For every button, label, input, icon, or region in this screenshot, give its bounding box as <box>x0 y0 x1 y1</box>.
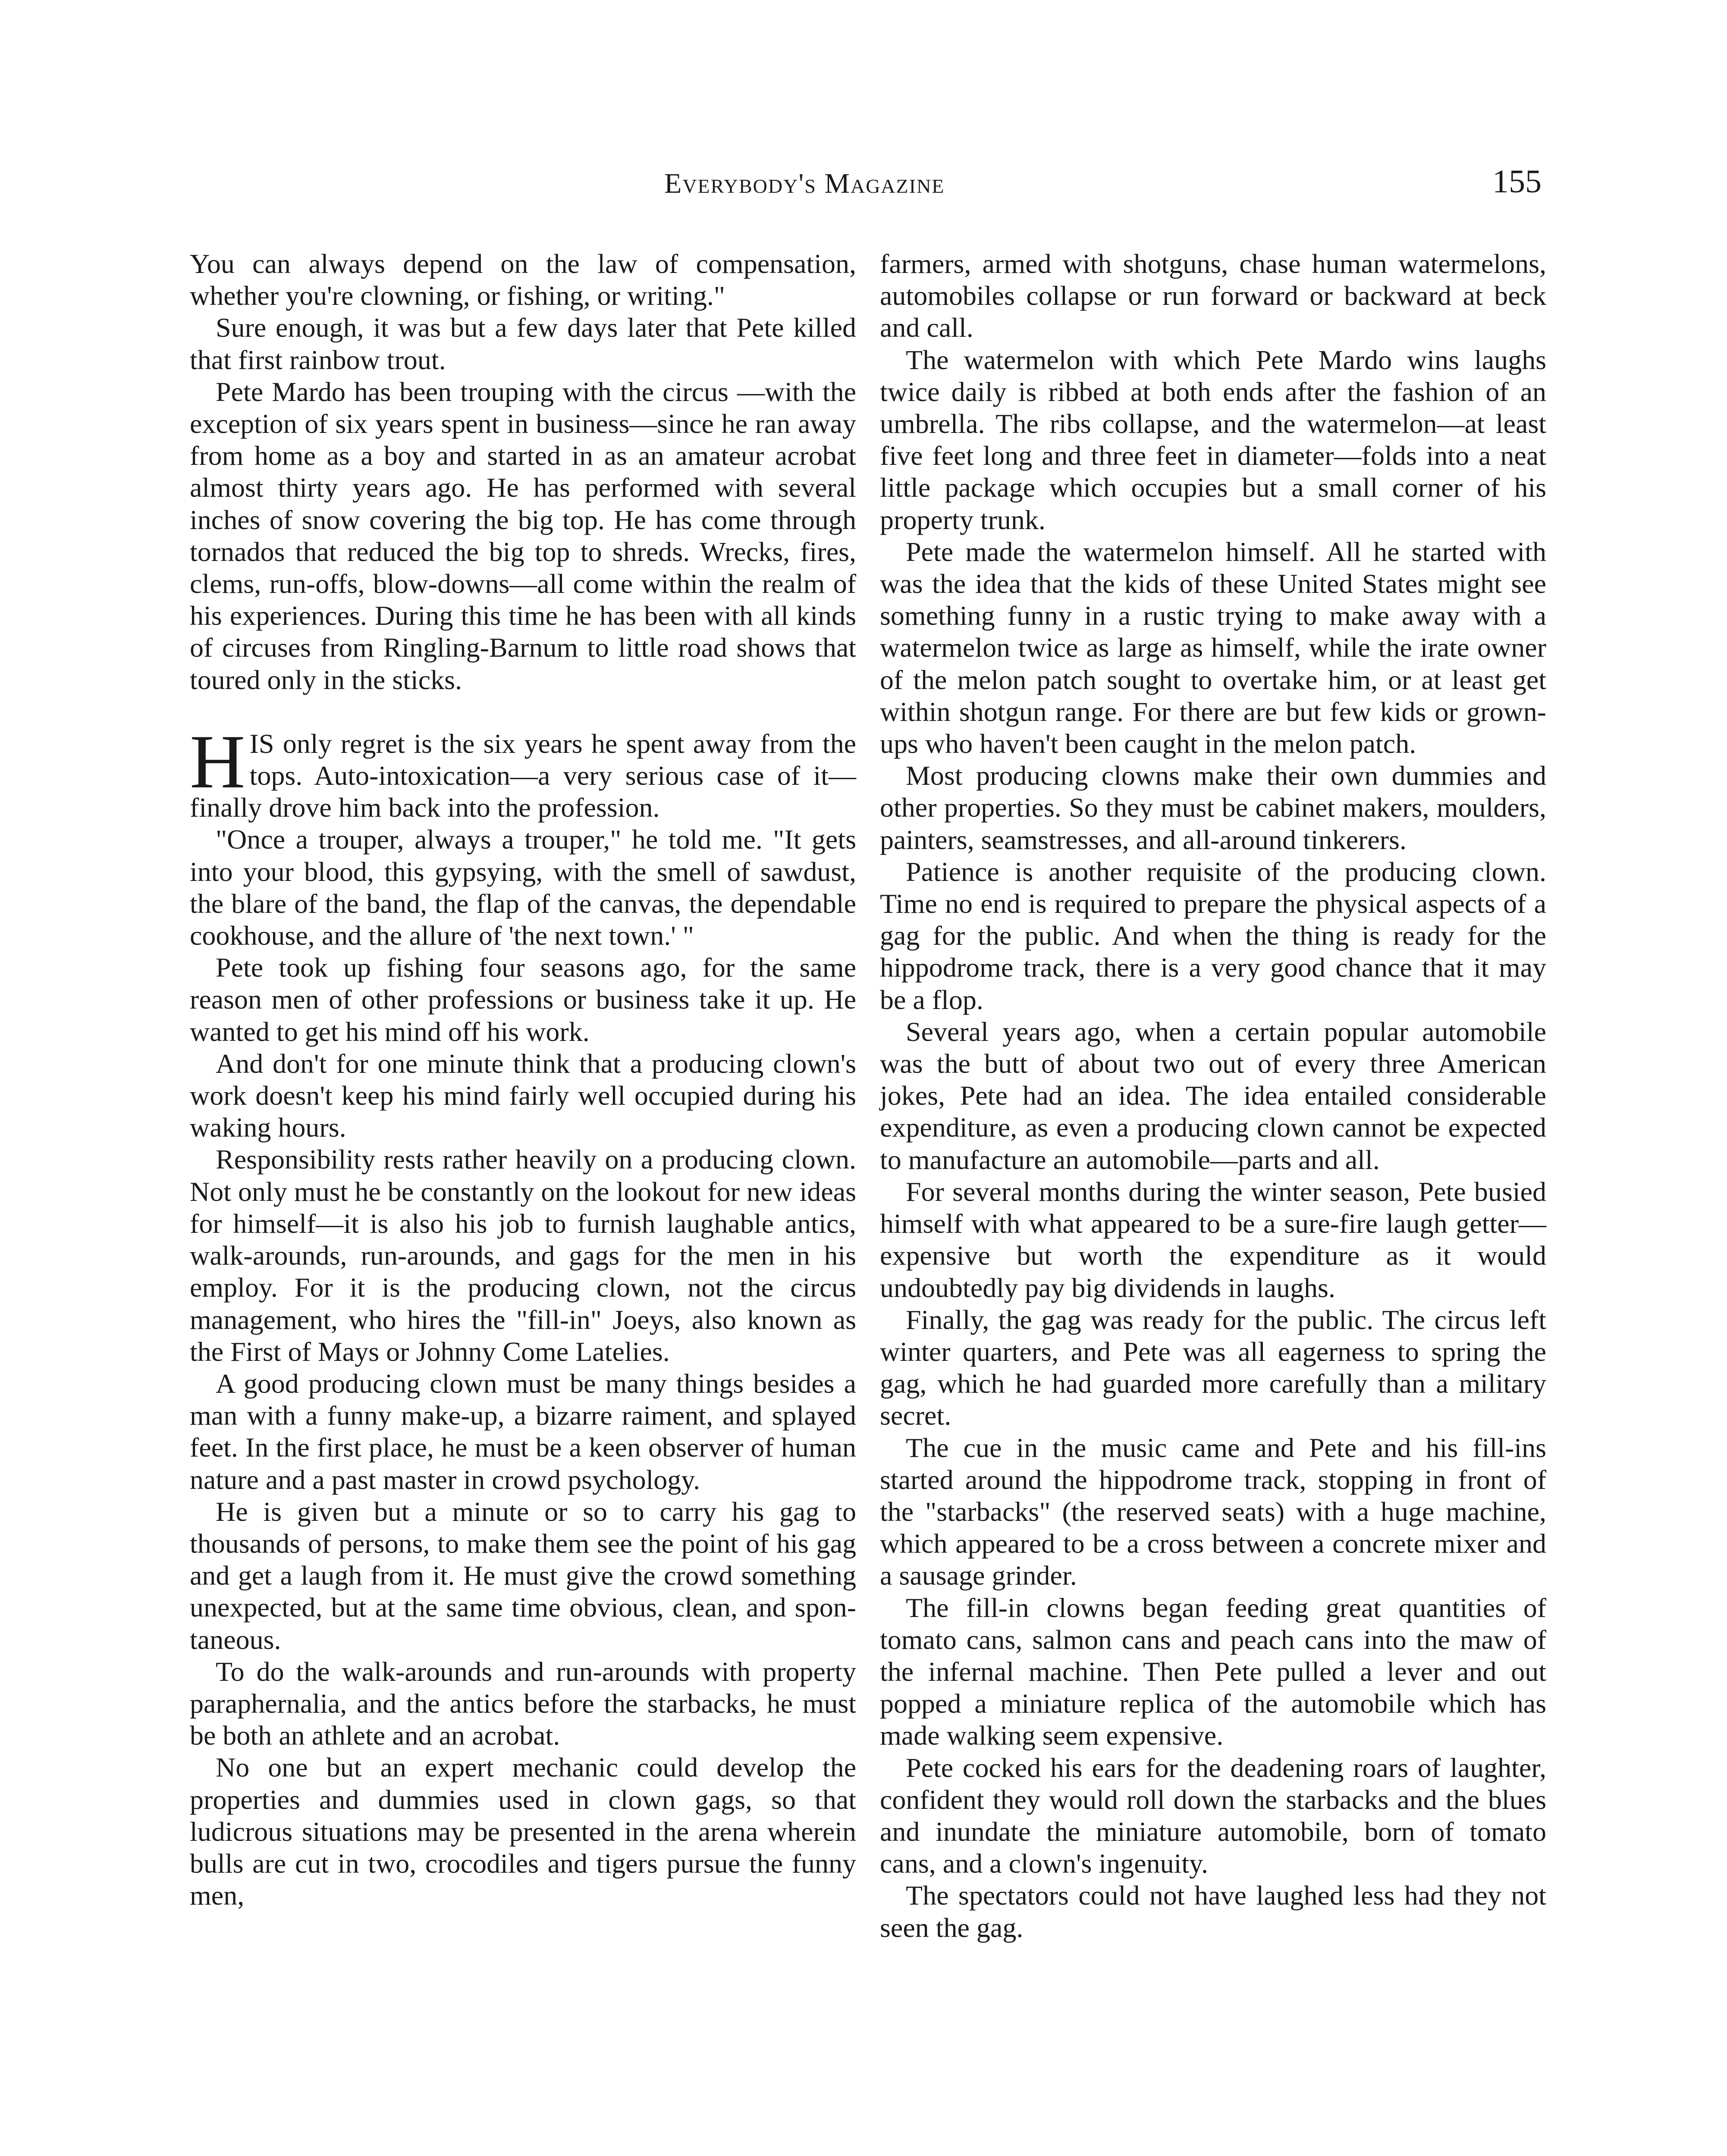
paragraph: Patience is another requisite of the producing clown. Time no end is required to prepare the physical aspects of a gag for the public. And when the thing is ready for the hippodrome track, there is a very good chance that it may be a flop. <box>880 856 1546 1015</box>
paragraph: For several months during the winter season, Pete busied himself with what appeared to be a sure-fire laugh getter—expensive but worth the expenditure as it would undoubtedly pay big dividends in laughs. <box>880 1176 1546 1303</box>
paragraph: He is given but a minute or so to carry his gag to thousands of persons, to make them see the point of his gag and get a laugh from it. He must give the crowd something unexpected, but at the same time obvious, clean, and spontaneous. <box>190 1496 856 1655</box>
paragraph: Pete cocked his ears for the deadening roars of laughter, confident they would roll down the starbacks and the blues and inundate the miniature automobile, born of tomato cans, and a clown's ingenuity. <box>880 1752 1546 1879</box>
paragraph: The cue in the music came and Pete and his fill-ins started around the hippodrome track, stopping in front of the "starbacks" (the reserved seats) with a huge machine, which appeared to be a cross between a concrete mixer and a sausage grinder. <box>880 1432 1546 1591</box>
paragraph: Several years ago, when a certain popular automobile was the butt of about two out of every three American jokes, Pete had an idea. The idea entailed considerable expenditure, as even a producing clown cannot be expected to manufacture an automobile—parts and all. <box>880 1016 1546 1175</box>
paragraph: The fill-in clowns began feeding great quantities of tomato cans, salmon cans and peach cans into the maw of the infernal machine. Then Pete pulled a lever and out popped a miniature replica of the automobile which has made walking seem expensive. <box>880 1592 1546 1751</box>
paragraph: A good producing clown must be many things besides a man with a funny make-up, a bizarre raiment, and splayed feet. In the first place, he must be a keen observer of human nature and a past master in crowd psychology. <box>190 1368 856 1495</box>
page-number: 155 <box>1492 163 1542 200</box>
paragraph: No one but an expert mechanic could develop the properties and dummies used in clown gags, so that ludicrous situations may be presented in the arena wherein bulls are cut in two, crocodiles and tigers pursue the funny men, <box>190 1752 856 1911</box>
paragraph: farmers, armed with shotguns, chase human watermelons, automobiles collapse or run forward or backward at beck and call. <box>880 248 1546 343</box>
left-column <box>190 248 856 1912</box>
paragraph-text: IS only regret is the six years he spent away from the tops. Auto-intoxication—a very serious case of it—finally drove him back into the profession. <box>190 728 856 823</box>
paragraph: And don't for one minute think that a producing clown's work doesn't keep his mind fairly well occupied during his waking hours. <box>190 1048 856 1143</box>
drop-cap: H <box>190 718 245 804</box>
paragraph: Pete made the watermelon himself. All he started with was the idea that the kids of these United States might see something funny in a rustic trying to make away with a watermelon twice as large as himself, while the irate owner of the melon patch sought to overtake him, or at least get within shotgun range. For there are but few kids or grown-ups who haven't been caught in the melon patch. <box>880 536 1546 759</box>
paragraph: Sure enough, it was but a few days later that Pete killed that first rainbow trout. <box>190 312 856 375</box>
paragraph: "Once a trouper, always a trouper," he told me. "It gets into your blood, this gypsying, with the smell of sawdust, the blare of the band, the flap of the canvas, the dependable cookhouse, and the allure of 'the next town.' " <box>190 824 856 951</box>
paragraph: You can always depend on the law of compensation, whether you're clowning, or fishing, or writing." <box>190 248 856 311</box>
paragraph: The watermelon with which Pete Mardo wins laughs twice daily is ribbed at both ends after the fashion of an umbrella. The ribs collapse, and the watermelon—at least five feet long and three feet in diameter—folds into a neat little package which occupies but a small corner of his property trunk. <box>880 344 1546 535</box>
paragraph: Responsibility rests rather heavily on a producing clown. Not only must he be constantly on the lookout for new ideas for himself—it is also his job to furnish laughable antics, walk-arounds, run-arounds, and gags for the men in his employ. For it is the producing clown, not the circus management, who hires the "fill-in" Joeys, also known as the First of Mays or Johnny Come Latelies. <box>190 1144 856 1367</box>
section-paragraph <box>190 718 856 824</box>
paragraph: Pete took up fishing four seasons ago, for the same reason men of other professions or business take it up. He wanted to get his mind off his work. <box>190 952 856 1047</box>
running-head: Everybody's Magazine <box>664 168 945 199</box>
paragraph: Pete Mardo has been trouping with the circus —with the exception of six years spent in business—since he ran away from home as a boy and started in as an amateur acrobat almost thirty years ago. He has performed with several inches of snow covering the big top. He has come through tornados that reduced the big top to shreds. Wrecks, fires, clems, run-offs, blow-downs—all come within the realm of his experiences. During this time he has been with all kinds of circuses from Ringling-Barnum to little road shows that toured only in the sticks. <box>190 376 856 695</box>
paragraph: Most producing clowns make their own dummies and other properties. So they must be cabinet makers, moulders, painters, seamstresses, and all-around tinkerers. <box>880 760 1546 855</box>
paragraph: The spectators could not have laughed less had they not seen the gag. <box>880 1880 1546 1943</box>
paragraph: Finally, the gag was ready for the public. The circus left winter quarters, and Pete was all eagerness to spring the gag, which he had guarded more carefully than a military secret. <box>880 1304 1546 1431</box>
right-column <box>880 248 1546 1944</box>
paragraph: To do the walk-arounds and run-arounds with property paraphernalia, and the antics before the starbacks, he must be both an athlete and an acrobat. <box>190 1656 856 1751</box>
